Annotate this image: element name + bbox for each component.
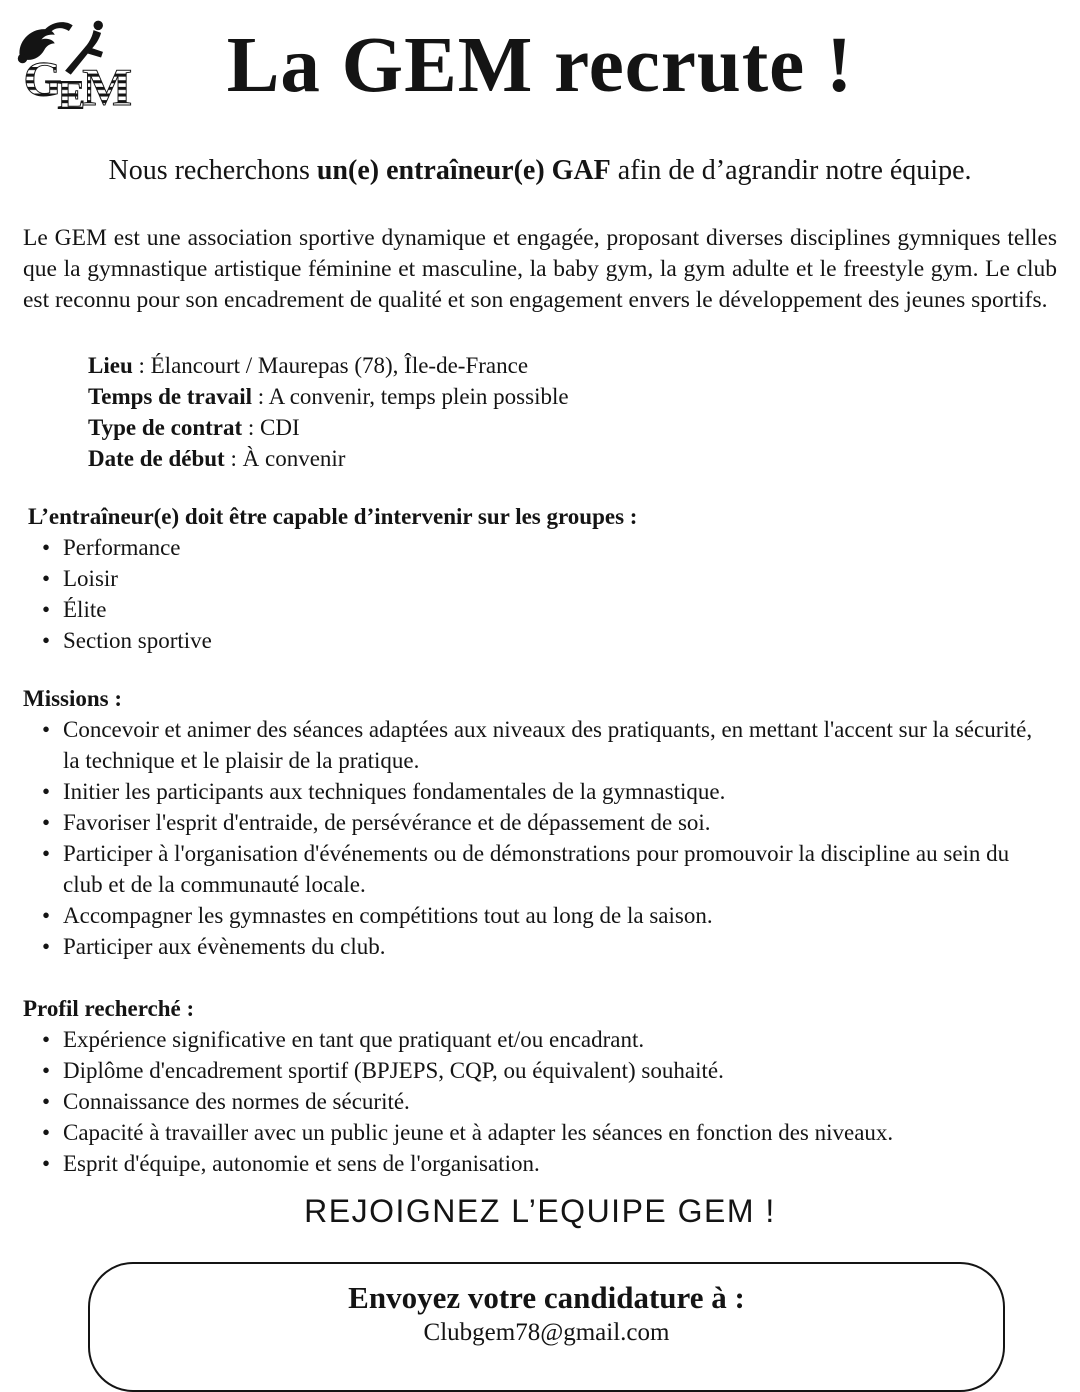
list-item-text: Favoriser l'esprit d'entraide, de persévérance et de dépassement de soi.	[63, 809, 711, 835]
logo-letter-g: G	[23, 51, 62, 107]
job-details	[88, 350, 1080, 474]
apply-heading: Envoyez votre candidature à :	[348, 1280, 745, 1315]
list-item-text: Performance	[63, 534, 181, 560]
list-item	[63, 594, 1046, 625]
list-item	[63, 625, 1046, 656]
detail-date-de-debut	[88, 443, 1080, 474]
detail-temps-de-travail	[88, 381, 1080, 412]
detail-label: Date de début	[88, 445, 225, 471]
list-item	[63, 1117, 1046, 1148]
logo-letter-e: E	[57, 72, 86, 119]
detail-value: : Élancourt / Maurepas (78), Île-de-France	[132, 352, 529, 378]
profile-list	[0, 1024, 1080, 1179]
list-item-text: Initier les participants aux techniques fondamentales de la gymnastique.	[63, 778, 726, 804]
list-item-text: Section sportive	[63, 627, 212, 653]
list-item-text: Capacité à travailler avec un public jeune et à adapter les séances en fonction des niveaux.	[63, 1119, 894, 1145]
list-item-text: Participer à l'organisation d'événements ou de démonstrations pour promouvoir la discipline au sein du club et de la communauté locale.	[63, 840, 1010, 897]
club-description: Le GEM est une association sportive dynamique et engagée, proposant diverses disciplines gymniques telles que la gymnastique artistique féminine et masculine, la baby gym, la gym adulte et le freestyle gym. Le club est reconnu pour son encadrement de qualité et son engagement envers le développement des jeunes sportifs.	[23, 224, 1057, 313]
list-item-text: Élite	[63, 596, 107, 622]
list-item	[63, 532, 1046, 563]
detail-label: Temps de travail	[88, 383, 252, 409]
contact-email: Clubgem78@gmail.com	[423, 1319, 670, 1346]
list-item-text: Accompagner les gymnastes en compétitions tout au long de la saison.	[63, 902, 713, 928]
list-item-text: Connaissance des normes de sécurité.	[63, 1088, 410, 1114]
application-box	[88, 1262, 1005, 1392]
list-item	[63, 776, 1046, 807]
gem-club-logo	[10, 14, 133, 120]
detail-value: : CDI	[242, 414, 300, 440]
page-title: La GEM recrute !	[226, 22, 854, 109]
groups-heading: L’entraîneur(e) doit être capable d’intervenir sur les groupes :	[28, 503, 638, 529]
list-item-text: Loisir	[63, 565, 118, 591]
list-item	[63, 1148, 1046, 1179]
subtitle-role: un(e) entraîneur(e) GAF	[316, 154, 611, 186]
detail-value: : À convenir	[224, 445, 346, 471]
list-item	[63, 838, 1046, 900]
subtitle-suffix: afin de d’agrandir notre équipe.	[610, 154, 972, 186]
list-item	[63, 807, 1046, 838]
detail-value: : A convenir, temps plein possible	[252, 383, 569, 409]
list-item-text: Expérience significative en tant que pratiquant et/ou encadrant.	[63, 1026, 645, 1052]
subtitle	[0, 153, 1080, 189]
join-team-banner: REJOIGNEZ L’EQUIPE GEM !	[304, 1192, 776, 1229]
list-item-text: Diplôme d'encadrement sportif (BPJEPS, CQP, ou équivalent) souhaité.	[63, 1057, 724, 1083]
detail-lieu	[88, 350, 1080, 381]
logo-letter-m: M	[82, 58, 133, 117]
detail-label: Lieu	[88, 352, 133, 378]
missions-list	[0, 714, 1080, 962]
list-item	[63, 1086, 1046, 1117]
gem-logo-graphic	[10, 14, 133, 120]
detail-label: Type de contrat	[88, 414, 243, 440]
list-item	[63, 931, 1046, 962]
list-item	[63, 900, 1046, 931]
list-item-text: Concevoir et animer des séances adaptées aux niveaux des pratiquants, en mettant l'accent sur la sécurité, la technique et le plaisir de la pratique.	[63, 716, 1033, 773]
missions-heading: Missions :	[23, 685, 123, 711]
groups-list	[0, 532, 1080, 656]
list-item-text: Esprit d'équipe, autonomie et sens de l'organisation.	[63, 1150, 540, 1176]
list-item	[63, 1055, 1046, 1086]
list-item	[63, 563, 1046, 594]
list-item-text: Participer aux évènements du club.	[63, 933, 386, 959]
detail-type-de-contrat	[88, 412, 1080, 443]
profile-heading: Profil recherché :	[23, 995, 195, 1021]
list-item	[63, 1024, 1046, 1055]
subtitle-prefix: Nous recherchons	[108, 154, 317, 186]
list-item	[63, 714, 1046, 776]
